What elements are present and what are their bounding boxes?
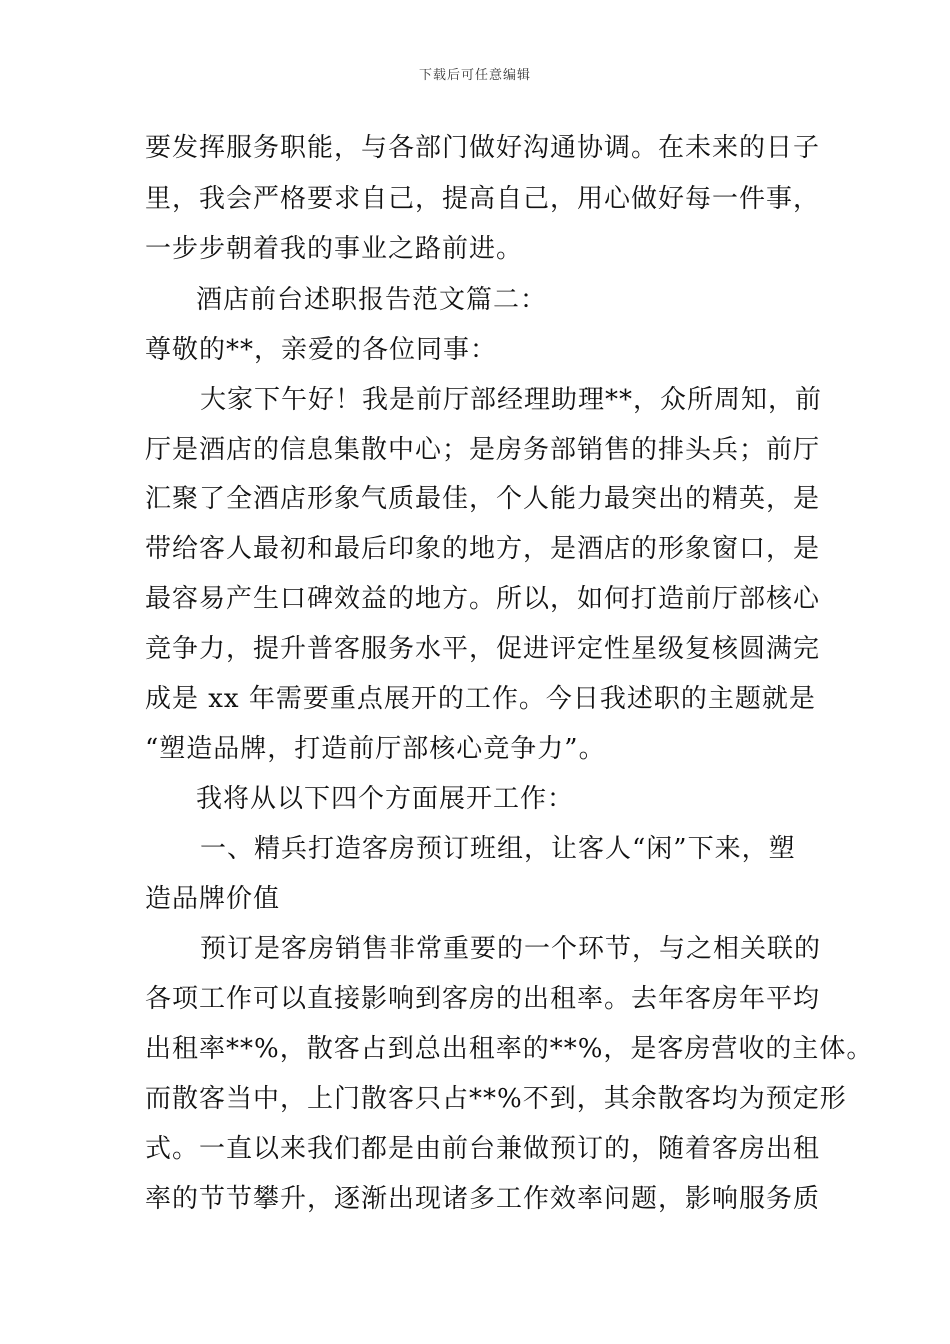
text-line: 要发挥服务职能，与各部门做好沟通协调。在未来的日子 xyxy=(145,133,821,163)
text-line: 各项工作可以直接影响到客房的出租率。去年客房年平均 xyxy=(145,984,821,1014)
section-heading: 一、精兵打造客房预订班组，让客人“闲”下来，塑 xyxy=(200,834,796,864)
text-line: 式。一直以来我们都是由前台兼做预订的，随着客房出租 xyxy=(145,1134,821,1164)
text-line: 大家下午好！我是前厅部经理助理**，众所周知，前 xyxy=(200,385,823,415)
text-line: 而散客当中，上门散客只占**%不到，其余散客均为预定形 xyxy=(145,1084,847,1114)
text-line: 率的节节攀升，逐渐出现诸多工作效率问题，影响服务质 xyxy=(145,1184,821,1214)
text-line: 厅是酒店的信息集散中心；是房务部销售的排头兵；前厅 xyxy=(145,435,821,465)
text-line: 一步步朝着我的事业之路前进。 xyxy=(145,234,524,264)
page-header: 下载后可任意编辑 xyxy=(418,68,531,83)
salutation: 尊敬的**，亲爱的各位同事： xyxy=(145,335,498,365)
text-line: 我将从以下四个方面展开工作： xyxy=(196,784,575,814)
text-line: 汇聚了全酒店形象气质最佳，个人能力最突出的精英，是 xyxy=(145,484,821,514)
section-title: 酒店前台述职报告范文篇二： xyxy=(196,285,548,315)
text-line: 竞争力，提升普客服务水平，促进评定性星级复核圆满完 xyxy=(145,634,821,664)
text-line: 里，我会严格要求自己，提高自己，用心做好每一件事， xyxy=(145,184,821,214)
section-heading: 造品牌价值 xyxy=(145,884,281,914)
text-line: 出租率**%，散客占到总出租率的**%，是客房营收的主体。 xyxy=(145,1034,874,1064)
text-line: 带给客人最初和最后印象的地方，是酒店的形象窗口，是 xyxy=(145,534,821,564)
text-line: 成是 xx 年需要重点展开的工作。今日我述职的主题就是 xyxy=(145,684,816,714)
text-line: 最容易产生口碑效益的地方。所以，如何打造前厅部核心 xyxy=(145,584,821,614)
text-line: “塑造品牌，打造前厅部核心竞争力”。 xyxy=(145,734,606,764)
text-line: 预订是客房销售非常重要的一个环节，与之相关联的 xyxy=(200,934,822,964)
